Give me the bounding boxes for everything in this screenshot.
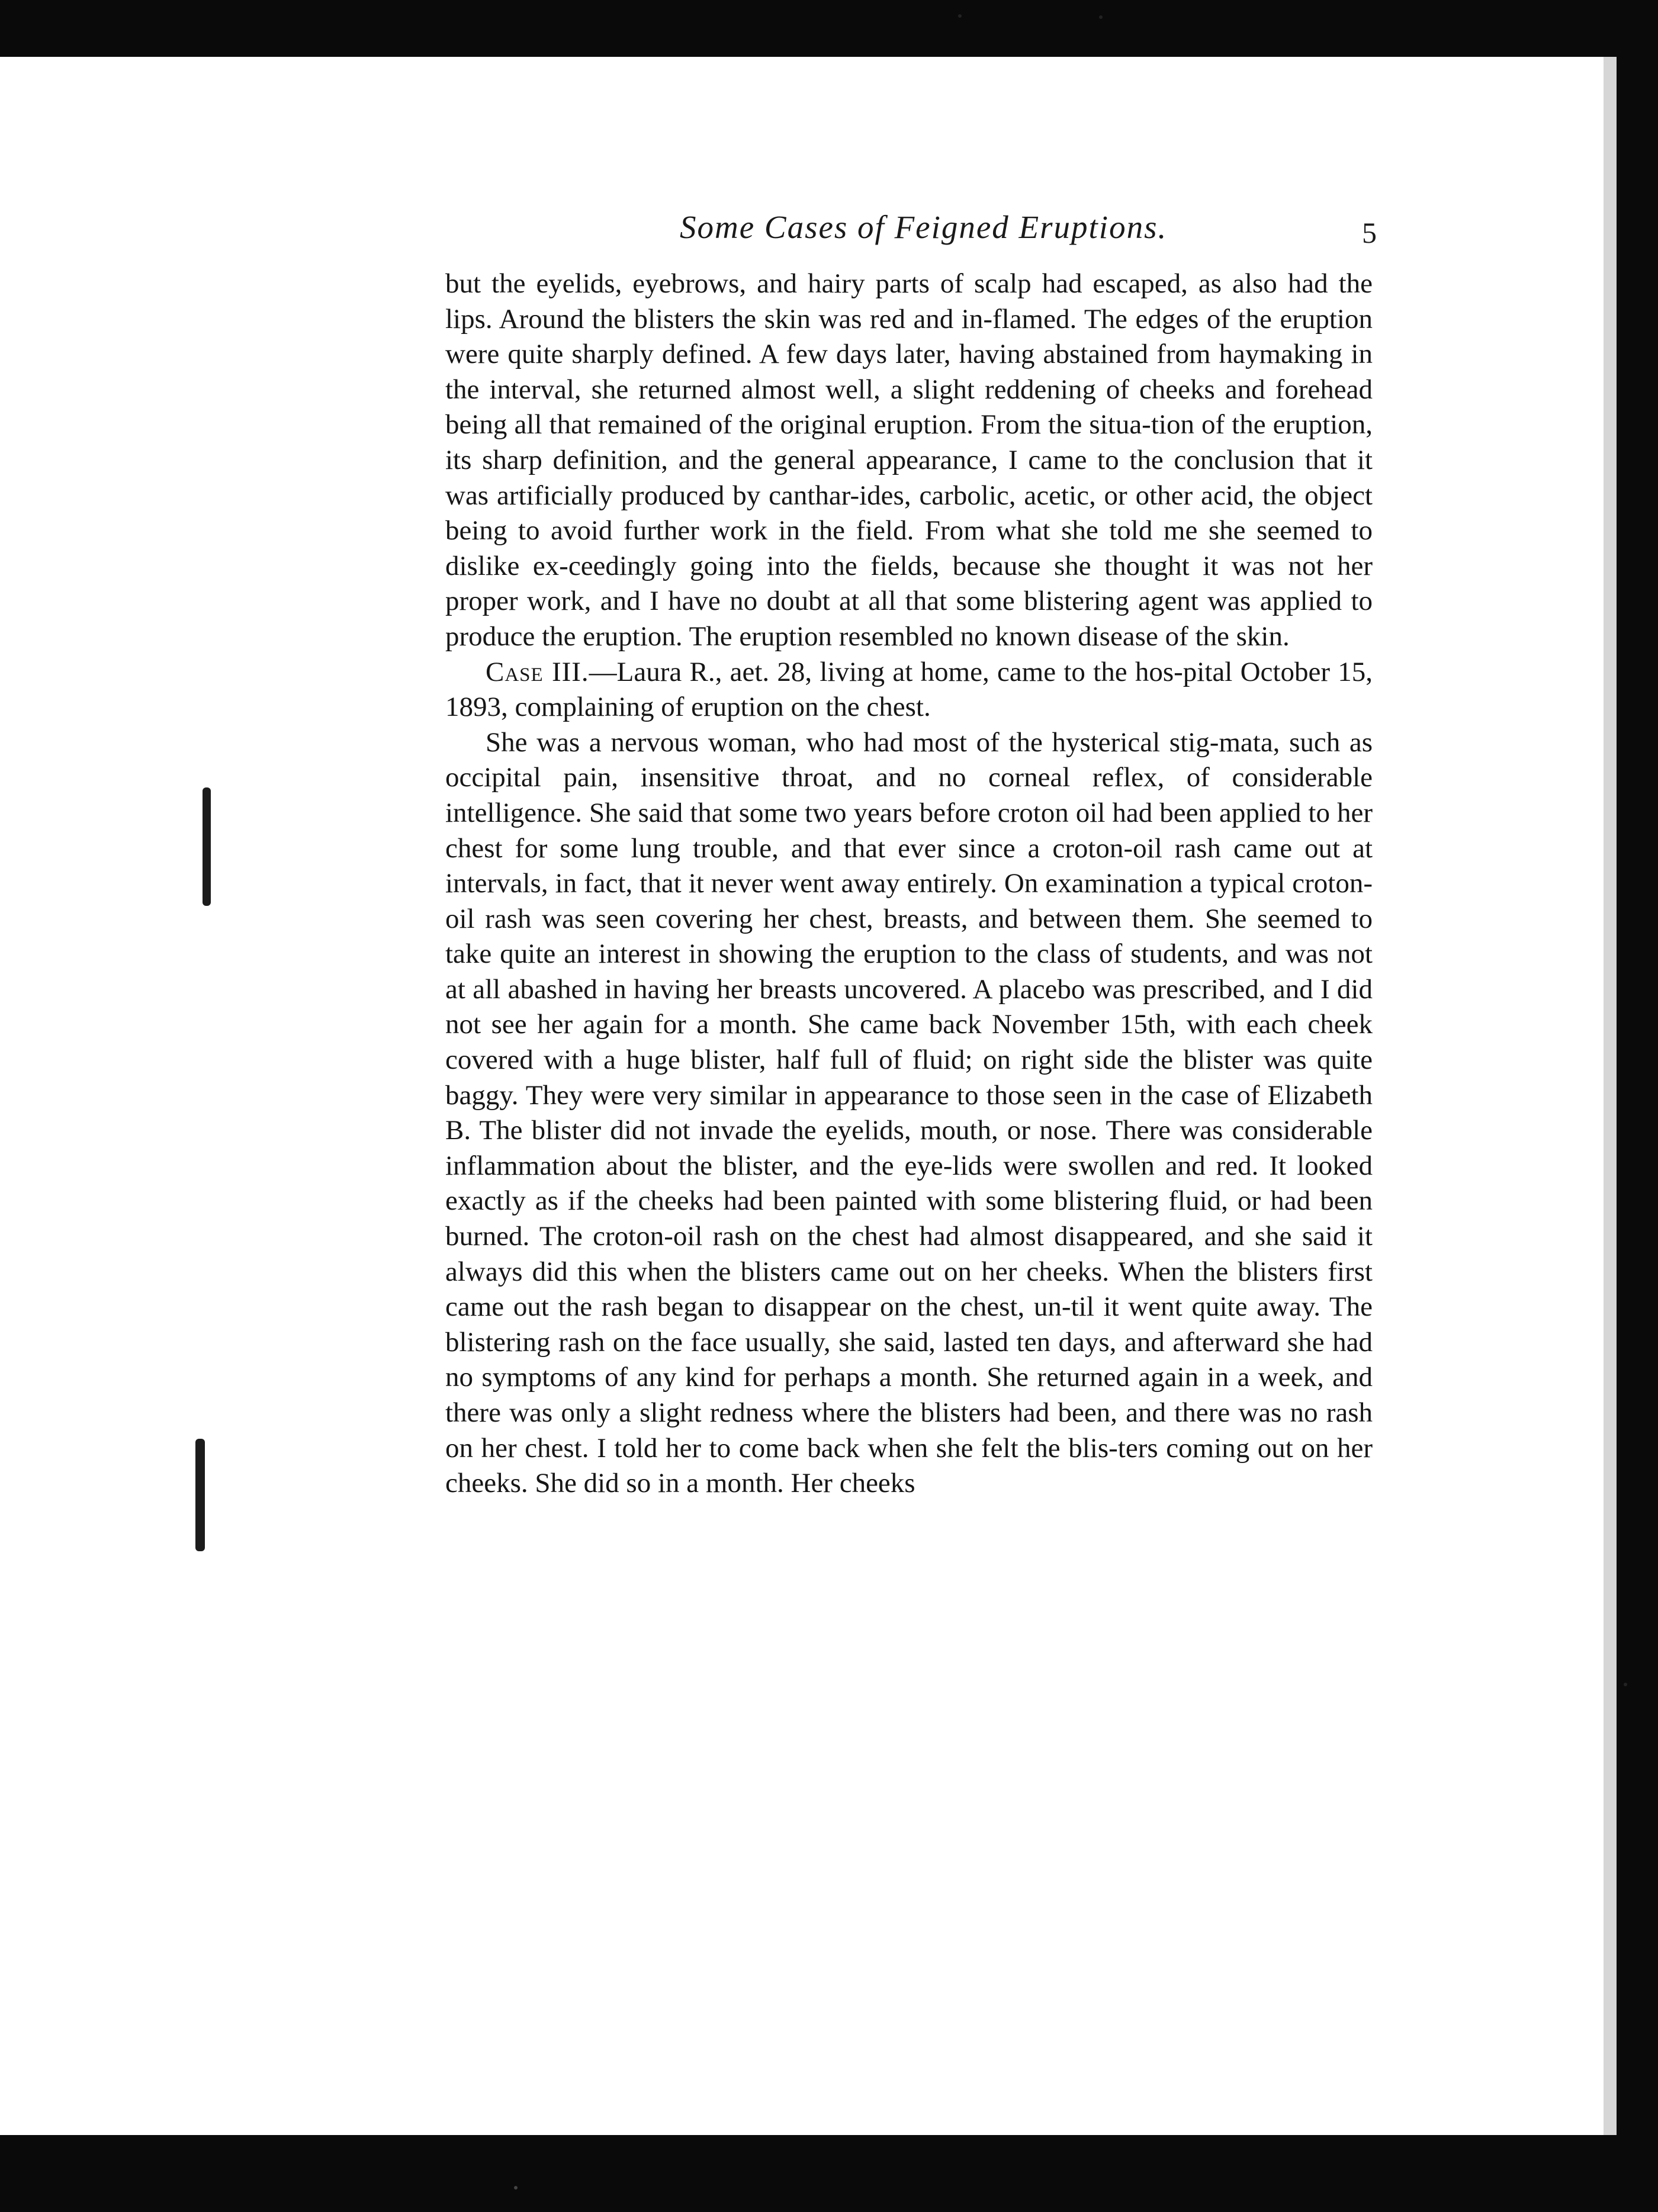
case-iii-intro-text: —Laura R., aet. 28, living at home, came to the hos-pital October 15, 1893, complaining of eruption on the chest. bbox=[445, 656, 1373, 723]
scan-speck bbox=[514, 2186, 518, 2190]
paragraph-case-iii-body: She was a nervous woman, who had most of the hysterical stig-mata, such as occipital pain, insensitive throat, and no corneal reflex, of considerable intelligence. She said that some two years before croton oil had been applied to her chest for some lung trouble, and that ever since a croton-oil rash came out at intervals, in fact, that it never went away entirely. On examination a typical croton-oil rash was seen covering her chest, breasts, and between them. She seemed to take quite an interest in showing the eruption to the class of students, and was not at all abashed in having her breasts uncovered. A placebo was prescribed, and I did not see her again for a month. She came back November 15th, with each cheek covered with a huge blister, half full of fluid; on right side the blister was quite baggy. They were very similar in appearance to those seen in the case of Elizabeth B. The blister did not invade the eyelids, mouth, or nose. There was considerable inflammation about the blister, and the eye-lids were swollen and red. It looked exactly as if the cheeks had been painted with some blistering fluid, or had been burned. The croton-oil rash on the chest had almost disappeared, and she said it always did this when the blisters came out on her cheeks. When the blisters first came out the rash began to disappear on the chest, un-til it went quite away. The blistering rash on the face usually, she said, lasted ten days, and afterward she had no symptoms of any kind for perhaps a month. She returned again in a week, and there was only a slight redness where the blisters had been, and there was no rash on her chest. I told her to come back when she felt the blis-ters coming out on her cheeks. She did so in a month. Her cheeks bbox=[445, 726, 1373, 1499]
case-heading: Case III. bbox=[486, 656, 589, 687]
page-edge-shadow bbox=[1604, 57, 1617, 2135]
paragraph-case-iii-intro bbox=[445, 655, 1373, 725]
scan-speck bbox=[958, 14, 962, 18]
body-text bbox=[445, 266, 1373, 1502]
page-number: 5 bbox=[1362, 216, 1377, 249]
binding-mark-upper bbox=[203, 787, 211, 906]
paragraph-case-ii-continued: but the eyelids, eyebrows, and hairy parts of scalp had escaped, as also had the lips. Around the blisters the skin was red and in-flamed. The edges of the eruption were quite sharply defined. A few days later, having abstained from haymaking in the interval, she returned almost well, a slight reddening of cheeks and forehead being all that remained of the original eruption. From the situa-tion of the eruption, its sharp definition, and the general appearance, I came to the conclusion that it was artificially produced by canthar-ides, carbolic, acetic, or other acid, the object being to avoid further work in the field. From what she told me she seemed to dislike ex-ceedingly going into the fields, because she thought it was not her proper work, and I have no doubt at all that some blistering agent was applied to produce the eruption. The eruption resembled no known disease of the skin. bbox=[445, 268, 1373, 652]
running-title: Some Cases of Feigned Eruptions. bbox=[680, 209, 1168, 245]
scan-speck bbox=[1624, 1683, 1627, 1686]
binding-mark-lower bbox=[195, 1439, 205, 1551]
scan-speck bbox=[1099, 15, 1103, 19]
